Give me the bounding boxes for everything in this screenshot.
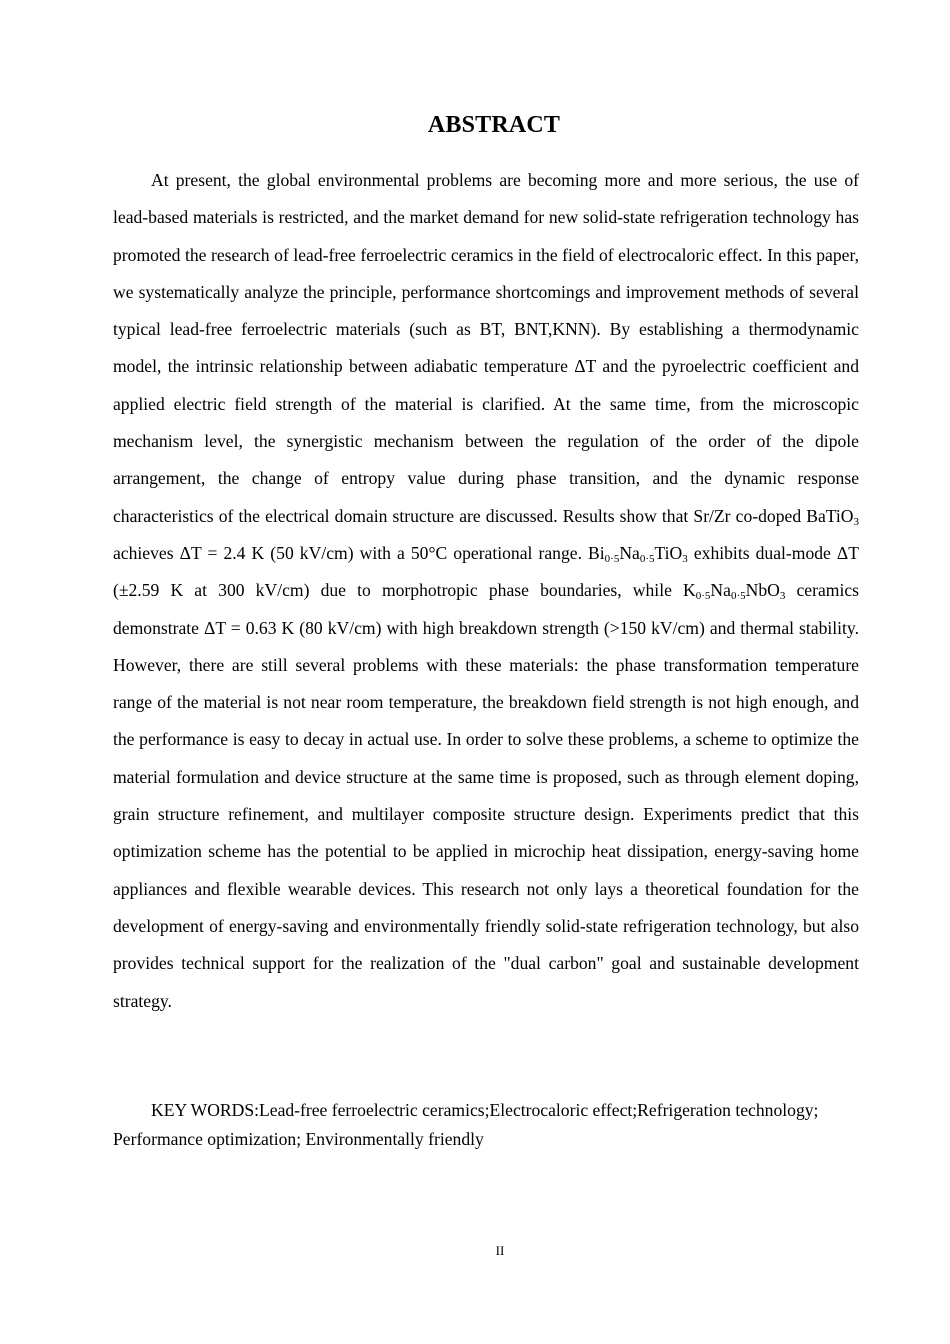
abstract-text-7: NbO — [745, 580, 780, 601]
subscript-6: 0·5 — [730, 590, 746, 603]
abstract-text-4: TiO — [654, 542, 683, 563]
abstract-text-3: Na — [619, 542, 640, 563]
abstract-text-8: ceramics demonstrate ΔT = 0.63 K (80 kV/cm) with high breakdown strength (>150 kV/cm) and thermal stability. However, there are still several problems with these materials: the phase transformation temperature range of the material is not near room temperature, the breakdown field strength is not high enough, and the performance is easy to decay in actual use. In order to solve these problems, a scheme to optimize the material formulation and device structure at the same time is proposed, such as through element doping, grain structure refinement, and multilayer composite structure design. Experiments predict that this optimization scheme has the potential to be applied in microchip heat dissipation, energy-saving home appliances and flexible wearable devices. This research not only lays a theoretical foundation for the development of energy-saving and environmentally friendly solid-state refrigeration technology, but also provides technical support for the realization of the "dual carbon" goal and sustainable development strategy. — [113, 580, 859, 1011]
subscript-2: 0·5 — [604, 552, 620, 565]
abstract-paragraph — [113, 162, 859, 1020]
subscript-1: 3 — [853, 515, 859, 528]
subscript-7: 3 — [779, 590, 786, 603]
abstract-text-2: achieves ΔT = 2.4 K (50 kV/cm) with a 50°C operational range. Bi — [113, 542, 605, 563]
page-number: II — [495, 1243, 505, 1258]
subscript-4: 3 — [682, 552, 688, 565]
abstract-text-5: exhibits dual-mode ΔT (±2.59 K at 300 kV/cm) due to morphotropic phase boundaries, while K — [113, 542, 859, 601]
abstract-title: ABSTRACT — [427, 112, 561, 138]
subscript-3: 0·5 — [639, 552, 655, 565]
abstract-text-1: At present, the global environmental problems are becoming more and more serious, the use of lead-based materials is restricted, and the market demand for new solid-state refrigeration technology has promoted the research of lead-free ferroelectric ceramics in the field of electrocaloric effect. In this paper, we systematically analyze the principle, performance shortcomings and improvement methods of several typical lead-free ferroelectric materials (such as BT, BNT,KNN). By establishing a thermodynamic model, the intrinsic relationship between adiabatic temperature ΔT and the pyroelectric coefficient and applied electric field strength of the material is clarified. At the same time, from the microscopic mechanism level, the synergistic mechanism between the regulation of the order of the dipole arrangement, the change of entropy value during phase transition, and the dynamic response characteristics of the electrical domain structure are discussed. Results show that Sr/Zr co-doped BaTiO — [113, 170, 859, 526]
keywords-paragraph: KEY WORDS:Lead-free ferroelectric ceramics;Electrocaloric effect;Refrigeration technology; Performance optimization; Environmentally friendly — [113, 1100, 819, 1149]
subscript-5: 0·5 — [695, 590, 711, 603]
abstract-text-6: Na — [710, 580, 731, 601]
